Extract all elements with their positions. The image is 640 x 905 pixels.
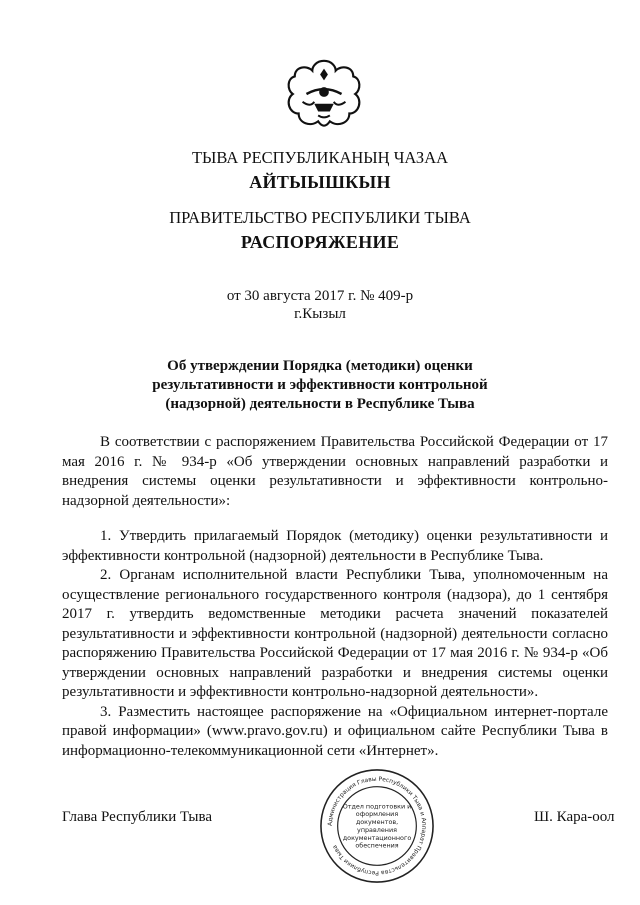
signatory-name: Ш. Кара-оол [534, 809, 615, 825]
date-and-number: от 30 августа 2017 г. № 409-р [226, 288, 414, 304]
official-stamp [318, 767, 436, 885]
item-2: 2. Органам исполнительной власти Республики Тыва, уполномоченным на осуществление регионального государственного контроля (надзора), до 1 сентября 2017 г. утвердить ведомственные методики расчета значений показателей результативности и эффективности контрольной (надзорной) деятельности согласно распоряжению Правительства Российской Федерации от 17 мая 2016 г. № 934-р «Об утверждении основных направлений разработки и внедрения системы оценки результативности и эффективности контрольно-надзорной деятельности». [62, 567, 608, 700]
header-government: ПРАВИТЕЛЬСТВО РЕСПУБЛИКИ ТЫВА [169, 208, 471, 227]
title-line-1: Об утверждении Порядка (методики) оценки [167, 358, 473, 374]
title-line-2: результативности и эффективности контрольной [152, 377, 488, 393]
preamble [62, 433, 608, 511]
document-title [0, 357, 640, 414]
item-3: 3. Разместить настоящее распоряжение на «Официальном интернет-портале правой информации» (www.pravo.gov.ru) и официальном сайте Республики Тыва в информационно-телекоммуникационной сети «Интернет». [62, 703, 608, 759]
item-1: 1. Утвердить прилагаемый Порядок (методику) оценки результативности и эффективности контрольной (надзорной) деятельности в Республике Тыва. [62, 528, 608, 564]
title-line-3: (надзорной) деятельности в Республике Тыва [165, 396, 475, 412]
header-order: РАСПОРЯЖЕНИЕ [240, 232, 400, 252]
stamp-ring-text: Администрация Главы Республики Тыва и Аппарат Правительства Республики Тыва [327, 776, 427, 876]
header-tuvan-order: АЙТЫЫШКЫН [249, 172, 391, 192]
stamp-center-text: Отдел подготовки и оформления документов, управления документационного обеспечения [342, 802, 412, 850]
preamble-text: В соответствии с распоряжением Правительства Российской Федерации от 17 мая 2016 г. № 934-р «Об утверждении основных направлений разработки и внедрения системы оценки результативности и эффективности контрольно-надзорной деятельности»: [62, 434, 608, 509]
republic-emblem [285, 55, 363, 133]
city: г.Кызыл [294, 306, 346, 322]
order-items [62, 527, 608, 761]
signatory-position: Глава Республики Тыва [62, 809, 213, 825]
header-tuvan-government: ТЫВА РЕСПУБЛИКАНЫҢ ЧАЗАА [191, 148, 449, 167]
